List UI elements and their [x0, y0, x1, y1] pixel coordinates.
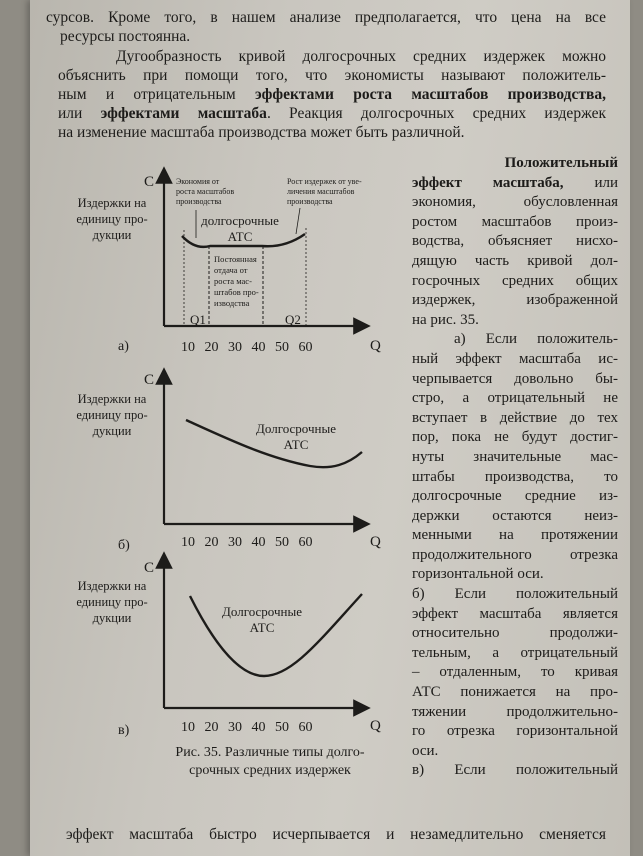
x-tick-label: 20	[204, 720, 219, 735]
column-line: го отрезка горизонтальной	[412, 723, 618, 740]
annot-mid: штабов про-	[214, 287, 259, 297]
panel-c	[76, 560, 381, 738]
column-line: – отдаленным, то кривая	[412, 664, 618, 681]
column-line: держки остаются неиз-	[412, 507, 618, 524]
q2-label: Q2	[285, 312, 301, 327]
text-line: на изменение масштаба производства может быть различной.	[58, 124, 465, 141]
q1-label: Q1	[190, 312, 206, 327]
text-line: или эффектами масштаба. Реакция долгосрочных средних издержек	[58, 105, 606, 122]
y-label: единицу про-	[76, 212, 148, 226]
annot-mid: изводства	[214, 298, 250, 308]
x-tick-label: 10	[181, 340, 195, 355]
x-tick-label: 10	[181, 720, 195, 735]
figure-caption: Рис. 35. Различные типы долго- срочных средних издержек	[175, 745, 365, 778]
annot-right: производства	[287, 197, 333, 206]
column-line: черпывается довольно бы-	[412, 370, 618, 387]
column-line: издержек, изображенной	[412, 292, 618, 309]
x-tick-label: 50	[275, 720, 289, 735]
column-line: стро, а отрицательный не	[412, 390, 618, 407]
y-letter: C	[144, 372, 155, 388]
column-line: водства, объясняет нисхо-	[412, 233, 618, 250]
annot-right: Рост издержек от уве-	[287, 177, 362, 186]
y-label: дукции	[92, 228, 132, 242]
curve-label: АТС	[249, 620, 275, 635]
column-line: продолжительного отрезка	[412, 546, 618, 563]
column-line: в) Если положительный	[412, 762, 618, 779]
column-line: эффект масштаба, или	[412, 174, 619, 191]
y-label: Издержки на	[77, 392, 147, 406]
annot-mid: роста мас-	[214, 276, 252, 286]
panel-b	[76, 372, 381, 553]
column-line: экономия, обусловленная	[412, 194, 618, 211]
column-line: б) Если положительный	[412, 586, 618, 603]
curve-label: Долгосрочные	[256, 421, 336, 436]
text-line: эффект масштаба быстро исчерпывается и незамедлительно сменяется	[66, 826, 606, 843]
x-tick-label: 40	[251, 720, 266, 735]
column-line: Положительный	[504, 155, 618, 171]
x-tick-label: 40	[251, 535, 266, 550]
annot-mid: отдача от	[214, 265, 248, 275]
y-label: дукции	[92, 424, 132, 438]
x-tick-label: 30	[228, 720, 242, 735]
column-line: менными на протяжении	[412, 527, 618, 544]
column-line: дящую часть кривой дол-	[412, 252, 618, 269]
x-tick-label: 20	[204, 340, 219, 355]
column-line: пор, пока не будут достиг-	[412, 429, 618, 446]
annot-pointer	[296, 208, 300, 234]
text-line: Дугообразность кривой долгосрочных средних издержек можно	[116, 48, 606, 65]
column-line: госрочных средних общих	[412, 272, 618, 289]
y-letter: C	[144, 560, 155, 576]
x-tick-label: 60	[298, 535, 313, 550]
x-tick-label: 30	[228, 340, 242, 355]
x-tick-label: 60	[298, 340, 313, 355]
column-line: относительно продолжи-	[412, 625, 618, 642]
x-tick-label: 50	[275, 535, 289, 550]
column-line: эффект масштаба является	[412, 605, 618, 622]
text-line: ресурсы постоянна.	[60, 28, 191, 45]
annot-right: личения масштабов	[287, 187, 355, 196]
x-tick-label: 30	[228, 535, 242, 550]
x-letter: Q	[370, 338, 381, 354]
panel-label: а)	[118, 339, 129, 354]
y-label: Издержки на	[77, 579, 147, 593]
x-tick-label: 40	[251, 340, 266, 355]
column-line: штабы производства, то	[412, 468, 618, 485]
x-letter: Q	[370, 534, 381, 550]
column-line: на рис. 35.	[412, 311, 479, 328]
curve-label: АТС	[283, 437, 309, 452]
column-line: АТС понижается на про-	[412, 684, 618, 701]
y-label: дукции	[92, 611, 132, 625]
x-tick-label: 60	[298, 720, 313, 735]
x-tick-label: 50	[275, 340, 289, 355]
panel-a	[76, 174, 381, 355]
column-line: тельным, а отрицательный	[412, 644, 618, 661]
y-label: Издержки на	[77, 196, 147, 210]
column-line: оси.	[412, 742, 439, 759]
y-label: единицу про-	[76, 408, 148, 422]
curve-label: Долгосрочные	[222, 604, 302, 619]
curve-label: долгосрочные	[201, 213, 279, 228]
panel-label: в)	[118, 723, 130, 738]
x-tick-label: 20	[204, 535, 219, 550]
text-line: объяснить при помощи того, что экономисты называют положитель-	[58, 67, 606, 84]
panel-label: б)	[118, 538, 130, 553]
column-line: ростом масштабов произ-	[412, 213, 618, 230]
annot-left: производства	[176, 197, 222, 206]
x-letter: Q	[370, 718, 381, 734]
y-letter: C	[144, 174, 155, 190]
column-line: вступает в действие до тех	[412, 409, 618, 426]
column-line: горизонтальной оси.	[412, 566, 544, 583]
column-line: нуты значительные мас-	[412, 448, 618, 465]
annot-mid: Постоянная	[214, 254, 257, 264]
y-label: единицу про-	[76, 595, 148, 609]
text-line: ным и отрицательным эффектами роста масштабов производства,	[58, 86, 606, 103]
x-tick-label: 10	[181, 535, 195, 550]
annot-left: роста масштабов	[176, 187, 235, 196]
text-line: сурсов. Кроме того, в нашем анализе предполагается, что цена на все	[46, 9, 606, 26]
column-line: долгосрочные средние из-	[412, 488, 618, 505]
curve-label: АТС	[227, 229, 253, 244]
annot-left: Экономия от	[176, 177, 220, 186]
column-line: тяжении продолжительно-	[412, 703, 618, 720]
column-line: ный эффект масштаба ис-	[412, 350, 618, 367]
column-line: а) Если положитель-	[454, 331, 618, 348]
